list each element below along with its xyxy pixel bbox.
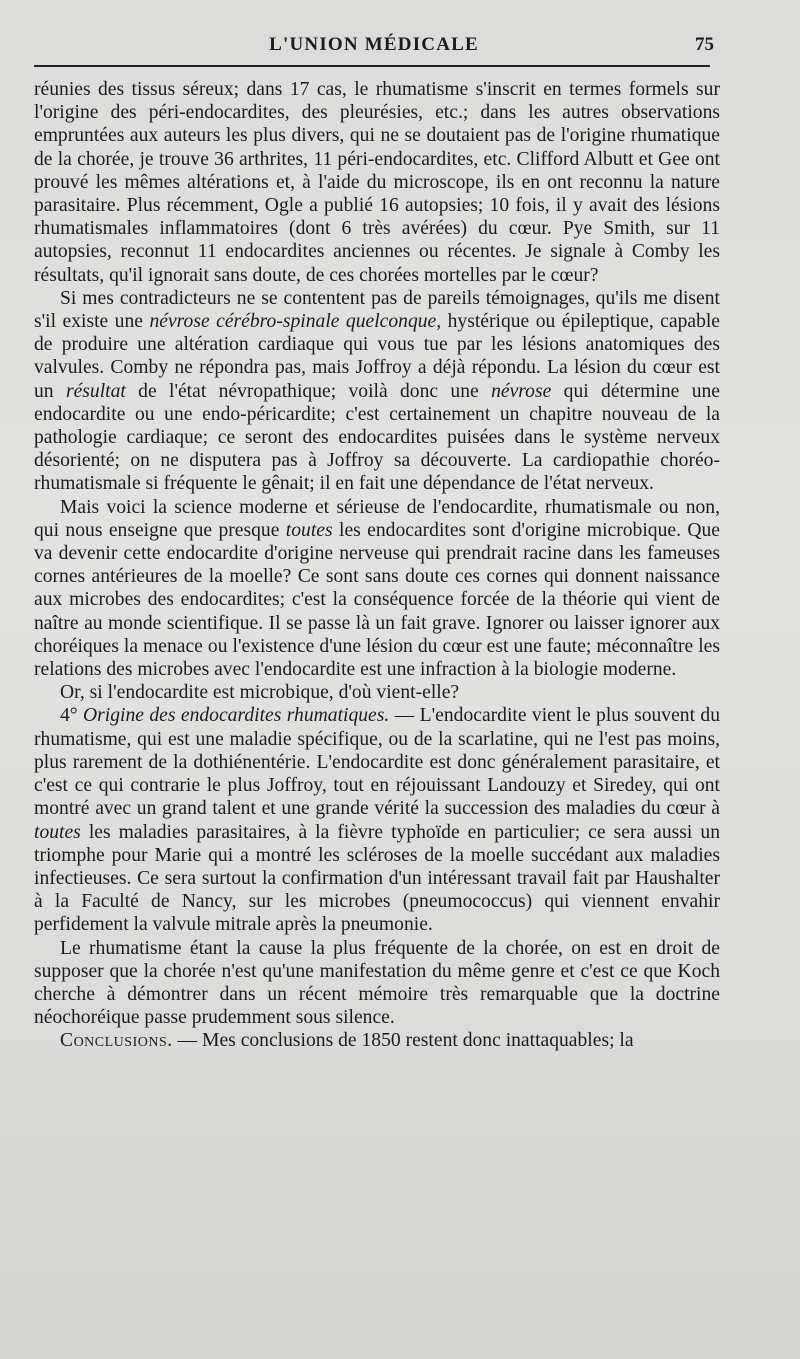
text-run: , hystérique ou épileptique, capable de produire une altération cardiaque qui vous tue par les lésions anatomiques des valvules. Comby ne répondra pas, mais Joffroy a déjà répondu. La lésion du cœur est un xyxy=(34,311,721,402)
text-run: de l'état névropathique; voilà donc une xyxy=(125,380,492,402)
text-run: Or, si l'endocardite est microbique, d'où vient-elle? xyxy=(60,682,460,704)
paragraph xyxy=(34,78,720,287)
text-run: 4° xyxy=(60,705,84,727)
paragraph xyxy=(34,937,720,1030)
italic-text: toutes xyxy=(285,519,333,541)
text-run: — Mes conclusions de 1850 restent donc inattaquables; la xyxy=(172,1030,634,1052)
text-run: les endocardites sont d'origine microbique. Que va devenir cette endocardite d'origine nerveuse qui prendrait racine dans les fameuses cornes antérieures de la moelle? Ce sont sans doute ces cornes qui donnent naissance aux microbes des endocardites; c'est la conséquence forcée de la théorie qui vient de naître au monde scientifique. Il se passe là un fait grave. Ignorer ou laisser ignorer aux choréiques la menace ou l'existence d'une lésion du cœur est une faute; méconnaître les relations des microbes avec l'endocardite est une infraction à la biologie moderne. xyxy=(34,519,720,681)
article-body xyxy=(34,78,720,1053)
italic-text: Origine des endocardites rhumatiques. xyxy=(83,705,390,727)
header-rule xyxy=(34,65,710,67)
text-run: — L'endocardite vient le plus souvent du rhumatisme, qui est une maladie spécifique, ou de la scarlatine, qui ne l'est pas moins, plus rarement de la dothiénentérie. L'endocardite est donc généralement parasitaire, et c'est ce qui contrarie le plus Joffroy, tout en réjouissant Landouzy et Siredey, qui ont montré avec un grand talent et une grande vérité la succession des maladies du cœur à xyxy=(34,705,721,820)
running-title: L'UNION MÉDICALE xyxy=(269,34,479,55)
text-run: qui détermine une endocardite ou une endo-péricardite; c'est certainement un chapitre nouveau de la pathologie cardiaque; ce seront des endocardites puisées dans le système nerveux désorienté; on ne disputera pas à Joffroy sa découverte. La cardiopathie choréo-rhumatismale si fréquente le gênait; il en fait une dépendance de l'état nerveux. xyxy=(34,380,720,495)
text-run: réunies des tissus séreux; dans 17 cas, le rhumatisme s'inscrit en termes formels sur l'origine des péri-endocardites, des pleurésies, etc.; dans les autres observations empruntées aux auteurs les plus divers, qui ne se doutaient pas de l'origine rhumatique de la chorée, je trouve 36 arthrites, 11 péri-endocardites, etc. Clifford Albutt et Gee ont prouvé les mêmes altérations et, à l'aide du microscope, ils en ont reconnu la nature parasitaire. Plus récemment, Ogle a publié 16 autopsies; 10 fois, il y avait des lésions rhumatismales inflammatoires (dont 6 très avérées) du cœur. Pye Smith, sur 11 autopsies, reconnut 11 endocardites anciennes ou récentes. Je signale à Comby les résultats, qu'il ignorait sans doute, de ces chorées mortelles par le cœur? xyxy=(34,79,720,286)
italic-text: névrose cérébro-spinale quelconque xyxy=(149,311,437,333)
italic-text: névrose xyxy=(491,380,552,402)
paragraph xyxy=(34,681,720,704)
small-caps-heading: Conclusions. xyxy=(60,1030,173,1052)
italic-text: résultat xyxy=(65,380,126,402)
paragraph xyxy=(34,704,720,936)
italic-text: toutes xyxy=(34,821,81,843)
text-run: Mais voici la science moderne et sérieuse de l'endocardite, rhumatismale ou non, qui nous enseigne que presque xyxy=(34,496,720,541)
page-header xyxy=(34,34,714,60)
paragraph xyxy=(34,287,720,496)
text-run: les maladies parasitaires, à la fièvre typhoïde en particulier; ce sera aussi un triomphe pour Marie qui a montré les scléroses de la moelle succédant aux maladies infectieuses. Ce sera surtout la confirmation d'un intéressant travail fait par Haushalter à la Faculté de Nancy, sur les microbes (pneumococcus) qui viennent envahir perfidement la valvule mitrale après la pneumonie. xyxy=(34,821,720,936)
text-run: Le rhumatisme étant la cause la plus fréquente de la chorée, on est en droit de supposer que la chorée n'est qu'une manifestation du même genre et c'est ce que Koch cherche à démontrer dans un récent mémoire très remarquable que la doctrine néochoréique passe prudemment sous silence. xyxy=(34,937,720,1029)
text-run: Si mes contradicteurs ne se contentent pas de pareils témoignages, qu'ils me disent s'il existe une xyxy=(34,287,720,333)
paragraph xyxy=(34,496,720,682)
page-number: 75 xyxy=(695,34,714,55)
paragraph xyxy=(34,1029,720,1052)
